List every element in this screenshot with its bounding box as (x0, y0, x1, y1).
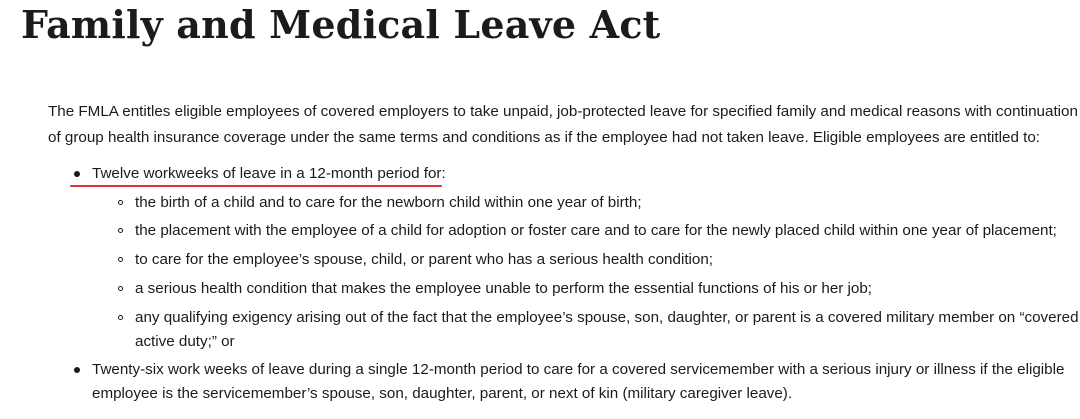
reason-text: any qualifying exigency arising out of the fact that the employee’s spouse, son, daughter, or parent is a covered military member on “covered (135, 309, 1079, 326)
reason-text-continued: active duty;” or (135, 333, 235, 350)
bullet-disc-icon (74, 367, 80, 373)
page-title: Family and Medical Leave Act (21, 2, 661, 47)
bullet-disc-icon (74, 171, 80, 177)
reason-text: to care for the employee’s spouse, child, or parent who has a serious health condition; (135, 251, 714, 268)
bullet-circle-icon (118, 315, 123, 320)
entitlement-label: Twelve workweeks of leave in a 12-month period for: (92, 165, 446, 182)
bullet-circle-icon (118, 257, 123, 262)
entitlement-label-continued: employee is the servicemember’s spouse, son, daughter, parent, or next of kin (military caregiver leave). (92, 385, 793, 402)
bullet-circle-icon (118, 228, 123, 233)
intro-paragraph (48, 99, 1080, 151)
entitlement-label: Twenty-six work weeks of leave during a single 12-month period to care for a covered servicemember with a serious injury or illness if the eligible (92, 361, 1065, 378)
bullet-circle-icon (118, 286, 123, 291)
reason-text: a serious health condition that makes the employee unable to perform the essential functions of his or her job; (135, 280, 873, 297)
bullet-circle-icon (118, 200, 123, 205)
reason-text: the birth of a child and to care for the newborn child within one year of birth; (135, 194, 642, 211)
intro-line: The FMLA entitles eligible employees of covered employers to take unpaid, job-protected leave for specified family and medical reasons with continuation (48, 103, 1078, 120)
reason-text: the placement with the employee of a child for adoption or foster care and to care for the newly placed child within one year of placement; (135, 222, 1057, 239)
highlight-underline (70, 185, 442, 187)
intro-line: of group health insurance coverage under the same terms and conditions as if the employee had not taken leave. Eligible employees are entitled to: (48, 129, 1041, 146)
